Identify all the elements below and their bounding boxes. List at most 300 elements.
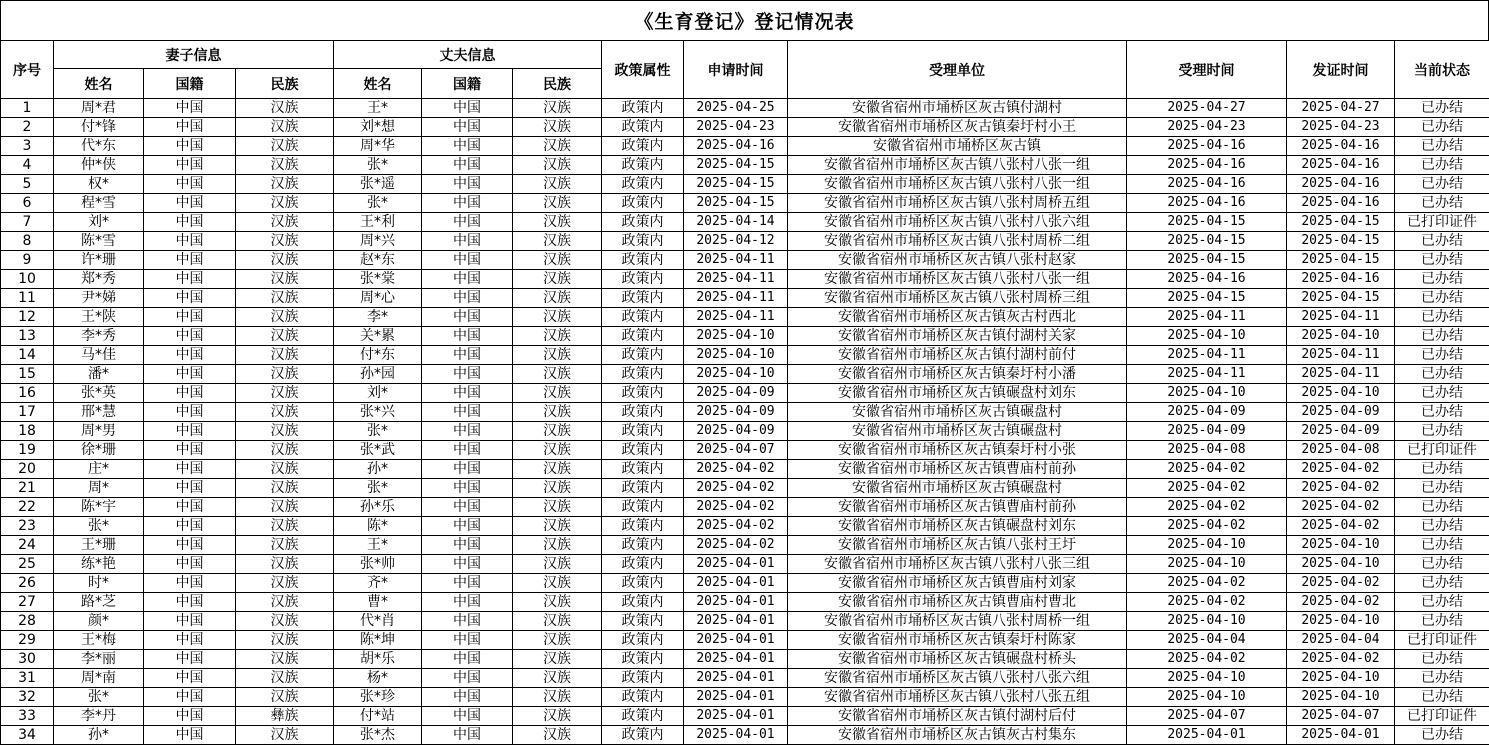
cell-apply-date: 2025-04-02 bbox=[684, 517, 788, 536]
table-row bbox=[1, 555, 1489, 574]
cell-husband-nationality: 中国 bbox=[422, 726, 513, 745]
header-unit: 受理单位 bbox=[788, 41, 1127, 99]
cell-husband-name: 关*累 bbox=[334, 327, 422, 346]
cell-policy: 政策内 bbox=[602, 137, 684, 156]
table-row bbox=[1, 422, 1489, 441]
cell-husband-ethnicity: 汉族 bbox=[513, 137, 602, 156]
cell-status: 已打印证件 bbox=[1395, 441, 1489, 460]
cell-status: 已办结 bbox=[1395, 650, 1489, 669]
cell-seq: 26 bbox=[1, 574, 54, 593]
table-row bbox=[1, 213, 1489, 232]
cell-wife-ethnicity: 汉族 bbox=[236, 593, 334, 612]
cell-wife-name: 许*珊 bbox=[54, 251, 144, 270]
cell-unit: 安徽省宿州市埇桥区灰古镇付湖村关家 bbox=[788, 327, 1127, 346]
cell-status: 已办结 bbox=[1395, 384, 1489, 403]
cell-wife-nationality: 中国 bbox=[144, 232, 236, 251]
cell-wife-name: 潘* bbox=[54, 365, 144, 384]
cell-husband-nationality: 中国 bbox=[422, 251, 513, 270]
cell-accept-date: 2025-04-16 bbox=[1127, 194, 1287, 213]
cell-wife-nationality: 中国 bbox=[144, 631, 236, 650]
cell-policy: 政策内 bbox=[602, 574, 684, 593]
cell-policy: 政策内 bbox=[602, 327, 684, 346]
cell-accept-date: 2025-04-08 bbox=[1127, 441, 1287, 460]
cell-wife-nationality: 中国 bbox=[144, 669, 236, 688]
cell-issue-date: 2025-04-11 bbox=[1287, 365, 1395, 384]
cell-husband-name: 张*遥 bbox=[334, 175, 422, 194]
table-row bbox=[1, 175, 1489, 194]
table-row bbox=[1, 669, 1489, 688]
cell-apply-date: 2025-04-09 bbox=[684, 384, 788, 403]
cell-unit: 安徽省宿州市埇桥区灰古镇曹庙村前孙 bbox=[788, 460, 1127, 479]
cell-wife-nationality: 中国 bbox=[144, 479, 236, 498]
cell-seq: 22 bbox=[1, 498, 54, 517]
cell-husband-ethnicity: 汉族 bbox=[513, 118, 602, 137]
cell-unit: 安徽省宿州市埇桥区灰古镇八张村周桥三组 bbox=[788, 289, 1127, 308]
cell-seq: 11 bbox=[1, 289, 54, 308]
cell-seq: 18 bbox=[1, 422, 54, 441]
cell-wife-nationality: 中国 bbox=[144, 118, 236, 137]
cell-apply-date: 2025-04-01 bbox=[684, 593, 788, 612]
cell-accept-date: 2025-04-10 bbox=[1127, 669, 1287, 688]
cell-wife-nationality: 中国 bbox=[144, 194, 236, 213]
cell-status: 已打印证件 bbox=[1395, 631, 1489, 650]
cell-issue-date: 2025-04-15 bbox=[1287, 289, 1395, 308]
cell-status: 已办结 bbox=[1395, 479, 1489, 498]
cell-policy: 政策内 bbox=[602, 555, 684, 574]
table-row bbox=[1, 517, 1489, 536]
registration-table bbox=[0, 40, 1489, 745]
cell-status: 已办结 bbox=[1395, 536, 1489, 555]
cell-wife-ethnicity: 汉族 bbox=[236, 555, 334, 574]
cell-status: 已办结 bbox=[1395, 175, 1489, 194]
cell-apply-date: 2025-04-01 bbox=[684, 669, 788, 688]
cell-issue-date: 2025-04-04 bbox=[1287, 631, 1395, 650]
cell-seq: 34 bbox=[1, 726, 54, 745]
cell-accept-date: 2025-04-10 bbox=[1127, 612, 1287, 631]
header-wife-nationality: 国籍 bbox=[144, 69, 236, 99]
table-row bbox=[1, 270, 1489, 289]
cell-issue-date: 2025-04-09 bbox=[1287, 403, 1395, 422]
cell-husband-name: 张*棠 bbox=[334, 270, 422, 289]
cell-seq: 17 bbox=[1, 403, 54, 422]
table-row bbox=[1, 99, 1489, 118]
cell-policy: 政策内 bbox=[602, 669, 684, 688]
cell-wife-name: 陈*雪 bbox=[54, 232, 144, 251]
cell-wife-name: 李*丽 bbox=[54, 650, 144, 669]
cell-policy: 政策内 bbox=[602, 289, 684, 308]
cell-policy: 政策内 bbox=[602, 726, 684, 745]
cell-husband-name: 刘* bbox=[334, 384, 422, 403]
header-accept-date: 受理时间 bbox=[1127, 41, 1287, 99]
cell-issue-date: 2025-04-15 bbox=[1287, 251, 1395, 270]
cell-wife-name: 练*艳 bbox=[54, 555, 144, 574]
cell-status: 已办结 bbox=[1395, 289, 1489, 308]
cell-wife-name: 王*陕 bbox=[54, 308, 144, 327]
cell-issue-date: 2025-04-15 bbox=[1287, 232, 1395, 251]
cell-husband-nationality: 中国 bbox=[422, 308, 513, 327]
cell-husband-name: 周*华 bbox=[334, 137, 422, 156]
cell-husband-nationality: 中国 bbox=[422, 403, 513, 422]
cell-wife-name: 刘* bbox=[54, 213, 144, 232]
cell-husband-nationality: 中国 bbox=[422, 289, 513, 308]
cell-wife-nationality: 中国 bbox=[144, 612, 236, 631]
header-husband-name: 姓名 bbox=[334, 69, 422, 99]
cell-husband-nationality: 中国 bbox=[422, 555, 513, 574]
table-row bbox=[1, 726, 1489, 745]
cell-husband-nationality: 中国 bbox=[422, 327, 513, 346]
cell-husband-ethnicity: 汉族 bbox=[513, 479, 602, 498]
cell-status: 已办结 bbox=[1395, 365, 1489, 384]
cell-status: 已办结 bbox=[1395, 517, 1489, 536]
header-wife-ethnicity: 民族 bbox=[236, 69, 334, 99]
cell-status: 已办结 bbox=[1395, 460, 1489, 479]
cell-issue-date: 2025-04-16 bbox=[1287, 194, 1395, 213]
cell-accept-date: 2025-04-10 bbox=[1127, 536, 1287, 555]
cell-issue-date: 2025-04-10 bbox=[1287, 555, 1395, 574]
cell-apply-date: 2025-04-01 bbox=[684, 726, 788, 745]
cell-status: 已办结 bbox=[1395, 555, 1489, 574]
cell-seq: 15 bbox=[1, 365, 54, 384]
cell-issue-date: 2025-04-02 bbox=[1287, 498, 1395, 517]
cell-husband-name: 陈* bbox=[334, 517, 422, 536]
cell-wife-nationality: 中国 bbox=[144, 270, 236, 289]
cell-wife-ethnicity: 汉族 bbox=[236, 422, 334, 441]
cell-seq: 6 bbox=[1, 194, 54, 213]
cell-wife-nationality: 中国 bbox=[144, 156, 236, 175]
cell-policy: 政策内 bbox=[602, 536, 684, 555]
cell-policy: 政策内 bbox=[602, 251, 684, 270]
cell-unit: 安徽省宿州市埇桥区灰古镇曹庙村刘家 bbox=[788, 574, 1127, 593]
cell-issue-date: 2025-04-07 bbox=[1287, 707, 1395, 726]
cell-wife-ethnicity: 汉族 bbox=[236, 232, 334, 251]
cell-husband-name: 付*东 bbox=[334, 346, 422, 365]
cell-unit: 安徽省宿州市埇桥区灰古镇碾盘村 bbox=[788, 403, 1127, 422]
cell-accept-date: 2025-04-02 bbox=[1127, 517, 1287, 536]
cell-husband-ethnicity: 汉族 bbox=[513, 612, 602, 631]
cell-issue-date: 2025-04-01 bbox=[1287, 726, 1395, 745]
cell-husband-nationality: 中国 bbox=[422, 175, 513, 194]
cell-husband-ethnicity: 汉族 bbox=[513, 99, 602, 118]
cell-wife-name: 孙* bbox=[54, 726, 144, 745]
cell-apply-date: 2025-04-11 bbox=[684, 270, 788, 289]
cell-wife-name: 程*雪 bbox=[54, 194, 144, 213]
cell-unit: 安徽省宿州市埇桥区灰古镇八张村八张一组 bbox=[788, 270, 1127, 289]
cell-wife-ethnicity: 汉族 bbox=[236, 479, 334, 498]
cell-status: 已办结 bbox=[1395, 99, 1489, 118]
cell-seq: 33 bbox=[1, 707, 54, 726]
cell-apply-date: 2025-04-25 bbox=[684, 99, 788, 118]
cell-husband-nationality: 中国 bbox=[422, 232, 513, 251]
table-row bbox=[1, 612, 1489, 631]
cell-accept-date: 2025-04-10 bbox=[1127, 555, 1287, 574]
cell-husband-nationality: 中国 bbox=[422, 631, 513, 650]
header-policy: 政策属性 bbox=[602, 41, 684, 99]
cell-unit: 安徽省宿州市埇桥区灰古镇碾盘村 bbox=[788, 422, 1127, 441]
cell-status: 已打印证件 bbox=[1395, 707, 1489, 726]
cell-wife-ethnicity: 汉族 bbox=[236, 384, 334, 403]
cell-husband-name: 李* bbox=[334, 308, 422, 327]
cell-wife-ethnicity: 汉族 bbox=[236, 365, 334, 384]
cell-seq: 2 bbox=[1, 118, 54, 137]
cell-issue-date: 2025-04-02 bbox=[1287, 460, 1395, 479]
cell-wife-ethnicity: 汉族 bbox=[236, 403, 334, 422]
cell-accept-date: 2025-04-11 bbox=[1127, 308, 1287, 327]
cell-wife-nationality: 中国 bbox=[144, 403, 236, 422]
cell-husband-nationality: 中国 bbox=[422, 156, 513, 175]
cell-unit: 安徽省宿州市埇桥区灰古镇曹庙村前孙 bbox=[788, 498, 1127, 517]
cell-unit: 安徽省宿州市埇桥区灰古镇灰古村集东 bbox=[788, 726, 1127, 745]
cell-husband-name: 张*武 bbox=[334, 441, 422, 460]
cell-policy: 政策内 bbox=[602, 213, 684, 232]
cell-issue-date: 2025-04-02 bbox=[1287, 479, 1395, 498]
cell-husband-name: 胡*乐 bbox=[334, 650, 422, 669]
cell-husband-name: 周*兴 bbox=[334, 232, 422, 251]
cell-policy: 政策内 bbox=[602, 365, 684, 384]
cell-husband-ethnicity: 汉族 bbox=[513, 460, 602, 479]
cell-policy: 政策内 bbox=[602, 688, 684, 707]
cell-husband-nationality: 中国 bbox=[422, 707, 513, 726]
cell-unit: 安徽省宿州市埇桥区灰古镇碾盘村桥头 bbox=[788, 650, 1127, 669]
cell-husband-name: 孙*乐 bbox=[334, 498, 422, 517]
cell-husband-name: 赵*东 bbox=[334, 251, 422, 270]
cell-husband-nationality: 中国 bbox=[422, 441, 513, 460]
cell-apply-date: 2025-04-01 bbox=[684, 707, 788, 726]
cell-status: 已办结 bbox=[1395, 612, 1489, 631]
cell-status: 已办结 bbox=[1395, 346, 1489, 365]
cell-wife-ethnicity: 汉族 bbox=[236, 289, 334, 308]
cell-husband-name: 代*肖 bbox=[334, 612, 422, 631]
cell-unit: 安徽省宿州市埇桥区灰古镇付湖村前付 bbox=[788, 346, 1127, 365]
cell-husband-name: 付*站 bbox=[334, 707, 422, 726]
header-seq: 序号 bbox=[1, 41, 54, 99]
table-row bbox=[1, 346, 1489, 365]
table-body bbox=[1, 99, 1489, 745]
cell-wife-name: 尹*娣 bbox=[54, 289, 144, 308]
cell-wife-name: 王*梅 bbox=[54, 631, 144, 650]
cell-apply-date: 2025-04-10 bbox=[684, 365, 788, 384]
cell-status: 已办结 bbox=[1395, 669, 1489, 688]
cell-wife-name: 庄* bbox=[54, 460, 144, 479]
cell-apply-date: 2025-04-01 bbox=[684, 688, 788, 707]
cell-husband-name: 曹* bbox=[334, 593, 422, 612]
cell-seq: 21 bbox=[1, 479, 54, 498]
cell-apply-date: 2025-04-02 bbox=[684, 536, 788, 555]
cell-wife-name: 付*锋 bbox=[54, 118, 144, 137]
cell-wife-ethnicity: 汉族 bbox=[236, 346, 334, 365]
cell-seq: 30 bbox=[1, 650, 54, 669]
cell-unit: 安徽省宿州市埇桥区灰古镇付湖村 bbox=[788, 99, 1127, 118]
cell-husband-ethnicity: 汉族 bbox=[513, 232, 602, 251]
cell-husband-nationality: 中国 bbox=[422, 460, 513, 479]
cell-wife-ethnicity: 汉族 bbox=[236, 137, 334, 156]
cell-wife-ethnicity: 汉族 bbox=[236, 536, 334, 555]
cell-accept-date: 2025-04-10 bbox=[1127, 688, 1287, 707]
cell-husband-name: 孙*园 bbox=[334, 365, 422, 384]
cell-husband-name: 张* bbox=[334, 422, 422, 441]
cell-seq: 12 bbox=[1, 308, 54, 327]
cell-unit: 安徽省宿州市埇桥区灰古镇秦圩村小张 bbox=[788, 441, 1127, 460]
cell-husband-ethnicity: 汉族 bbox=[513, 726, 602, 745]
table-row bbox=[1, 574, 1489, 593]
cell-policy: 政策内 bbox=[602, 707, 684, 726]
cell-apply-date: 2025-04-11 bbox=[684, 289, 788, 308]
cell-unit: 安徽省宿州市埇桥区灰古镇碾盘村刘东 bbox=[788, 517, 1127, 536]
cell-status: 已办结 bbox=[1395, 574, 1489, 593]
cell-wife-name: 代*东 bbox=[54, 137, 144, 156]
cell-unit: 安徽省宿州市埇桥区灰古镇八张村赵家 bbox=[788, 251, 1127, 270]
cell-apply-date: 2025-04-16 bbox=[684, 137, 788, 156]
cell-status: 已办结 bbox=[1395, 726, 1489, 745]
table-row bbox=[1, 327, 1489, 346]
cell-status: 已办结 bbox=[1395, 593, 1489, 612]
cell-wife-nationality: 中国 bbox=[144, 688, 236, 707]
cell-wife-ethnicity: 汉族 bbox=[236, 688, 334, 707]
cell-accept-date: 2025-04-09 bbox=[1127, 403, 1287, 422]
cell-accept-date: 2025-04-27 bbox=[1127, 99, 1287, 118]
cell-issue-date: 2025-04-16 bbox=[1287, 156, 1395, 175]
cell-seq: 29 bbox=[1, 631, 54, 650]
cell-husband-ethnicity: 汉族 bbox=[513, 422, 602, 441]
cell-status: 已办结 bbox=[1395, 498, 1489, 517]
cell-apply-date: 2025-04-09 bbox=[684, 403, 788, 422]
cell-seq: 3 bbox=[1, 137, 54, 156]
cell-wife-name: 徐*珊 bbox=[54, 441, 144, 460]
cell-husband-name: 孙* bbox=[334, 460, 422, 479]
cell-accept-date: 2025-04-02 bbox=[1127, 593, 1287, 612]
cell-apply-date: 2025-04-01 bbox=[684, 612, 788, 631]
cell-husband-nationality: 中国 bbox=[422, 213, 513, 232]
cell-policy: 政策内 bbox=[602, 156, 684, 175]
cell-unit: 安徽省宿州市埇桥区灰古镇秦圩村小王 bbox=[788, 118, 1127, 137]
cell-husband-ethnicity: 汉族 bbox=[513, 593, 602, 612]
cell-wife-name: 李*秀 bbox=[54, 327, 144, 346]
cell-policy: 政策内 bbox=[602, 308, 684, 327]
cell-issue-date: 2025-04-10 bbox=[1287, 327, 1395, 346]
cell-policy: 政策内 bbox=[602, 498, 684, 517]
cell-issue-date: 2025-04-27 bbox=[1287, 99, 1395, 118]
cell-husband-nationality: 中国 bbox=[422, 688, 513, 707]
cell-wife-nationality: 中国 bbox=[144, 555, 236, 574]
cell-husband-name: 张* bbox=[334, 194, 422, 213]
cell-apply-date: 2025-04-09 bbox=[684, 422, 788, 441]
cell-unit: 安徽省宿州市埇桥区灰古镇八张村八张三组 bbox=[788, 555, 1127, 574]
cell-wife-nationality: 中国 bbox=[144, 308, 236, 327]
cell-policy: 政策内 bbox=[602, 118, 684, 137]
cell-policy: 政策内 bbox=[602, 650, 684, 669]
cell-seq: 13 bbox=[1, 327, 54, 346]
cell-husband-nationality: 中国 bbox=[422, 99, 513, 118]
header-issue-date: 发证时间 bbox=[1287, 41, 1395, 99]
table-row bbox=[1, 137, 1489, 156]
cell-husband-ethnicity: 汉族 bbox=[513, 498, 602, 517]
cell-wife-nationality: 中国 bbox=[144, 650, 236, 669]
cell-wife-name: 马*佳 bbox=[54, 346, 144, 365]
cell-wife-ethnicity: 汉族 bbox=[236, 650, 334, 669]
cell-husband-name: 周*心 bbox=[334, 289, 422, 308]
cell-wife-ethnicity: 汉族 bbox=[236, 270, 334, 289]
cell-policy: 政策内 bbox=[602, 346, 684, 365]
cell-wife-nationality: 中国 bbox=[144, 726, 236, 745]
cell-husband-ethnicity: 汉族 bbox=[513, 631, 602, 650]
cell-husband-name: 张*珍 bbox=[334, 688, 422, 707]
cell-policy: 政策内 bbox=[602, 270, 684, 289]
cell-issue-date: 2025-04-16 bbox=[1287, 175, 1395, 194]
cell-husband-ethnicity: 汉族 bbox=[513, 441, 602, 460]
cell-status: 已办结 bbox=[1395, 251, 1489, 270]
cell-wife-ethnicity: 汉族 bbox=[236, 118, 334, 137]
cell-apply-date: 2025-04-15 bbox=[684, 194, 788, 213]
cell-wife-ethnicity: 汉族 bbox=[236, 213, 334, 232]
cell-accept-date: 2025-04-04 bbox=[1127, 631, 1287, 650]
cell-husband-name: 王*利 bbox=[334, 213, 422, 232]
cell-seq: 9 bbox=[1, 251, 54, 270]
cell-apply-date: 2025-04-14 bbox=[684, 213, 788, 232]
cell-wife-nationality: 中国 bbox=[144, 213, 236, 232]
cell-husband-nationality: 中国 bbox=[422, 536, 513, 555]
cell-husband-name: 齐* bbox=[334, 574, 422, 593]
cell-wife-name: 郑*秀 bbox=[54, 270, 144, 289]
cell-husband-nationality: 中国 bbox=[422, 669, 513, 688]
cell-husband-ethnicity: 汉族 bbox=[513, 669, 602, 688]
cell-husband-ethnicity: 汉族 bbox=[513, 555, 602, 574]
cell-wife-ethnicity: 汉族 bbox=[236, 441, 334, 460]
cell-unit: 安徽省宿州市埇桥区灰古镇八张村周桥五组 bbox=[788, 194, 1127, 213]
cell-unit: 安徽省宿州市埇桥区灰古镇灰古村西北 bbox=[788, 308, 1127, 327]
cell-wife-ethnicity: 汉族 bbox=[236, 251, 334, 270]
table-row bbox=[1, 707, 1489, 726]
cell-husband-name: 杨* bbox=[334, 669, 422, 688]
cell-husband-ethnicity: 汉族 bbox=[513, 707, 602, 726]
cell-accept-date: 2025-04-15 bbox=[1127, 232, 1287, 251]
cell-wife-name: 仲*侠 bbox=[54, 156, 144, 175]
cell-wife-ethnicity: 汉族 bbox=[236, 517, 334, 536]
cell-husband-ethnicity: 汉族 bbox=[513, 650, 602, 669]
cell-status: 已办结 bbox=[1395, 422, 1489, 441]
cell-status: 已办结 bbox=[1395, 137, 1489, 156]
cell-husband-nationality: 中国 bbox=[422, 612, 513, 631]
cell-wife-name: 周*男 bbox=[54, 422, 144, 441]
header-wife-group: 妻子信息 bbox=[54, 41, 334, 69]
cell-wife-ethnicity: 汉族 bbox=[236, 612, 334, 631]
cell-seq: 28 bbox=[1, 612, 54, 631]
cell-wife-nationality: 中国 bbox=[144, 707, 236, 726]
cell-wife-nationality: 中国 bbox=[144, 498, 236, 517]
cell-husband-ethnicity: 汉族 bbox=[513, 194, 602, 213]
cell-husband-ethnicity: 汉族 bbox=[513, 175, 602, 194]
table-row bbox=[1, 479, 1489, 498]
cell-husband-ethnicity: 汉族 bbox=[513, 156, 602, 175]
table-row bbox=[1, 631, 1489, 650]
cell-seq: 5 bbox=[1, 175, 54, 194]
table-row bbox=[1, 536, 1489, 555]
cell-accept-date: 2025-04-02 bbox=[1127, 650, 1287, 669]
cell-issue-date: 2025-04-10 bbox=[1287, 384, 1395, 403]
cell-issue-date: 2025-04-16 bbox=[1287, 137, 1395, 156]
cell-apply-date: 2025-04-02 bbox=[684, 460, 788, 479]
cell-wife-name: 路*芝 bbox=[54, 593, 144, 612]
cell-wife-nationality: 中国 bbox=[144, 422, 236, 441]
cell-status: 已打印证件 bbox=[1395, 213, 1489, 232]
cell-issue-date: 2025-04-10 bbox=[1287, 669, 1395, 688]
cell-seq: 10 bbox=[1, 270, 54, 289]
cell-wife-name: 邢*慧 bbox=[54, 403, 144, 422]
cell-policy: 政策内 bbox=[602, 631, 684, 650]
cell-apply-date: 2025-04-02 bbox=[684, 498, 788, 517]
cell-wife-ethnicity: 汉族 bbox=[236, 498, 334, 517]
cell-status: 已办结 bbox=[1395, 156, 1489, 175]
cell-issue-date: 2025-04-11 bbox=[1287, 308, 1395, 327]
cell-accept-date: 2025-04-16 bbox=[1127, 137, 1287, 156]
